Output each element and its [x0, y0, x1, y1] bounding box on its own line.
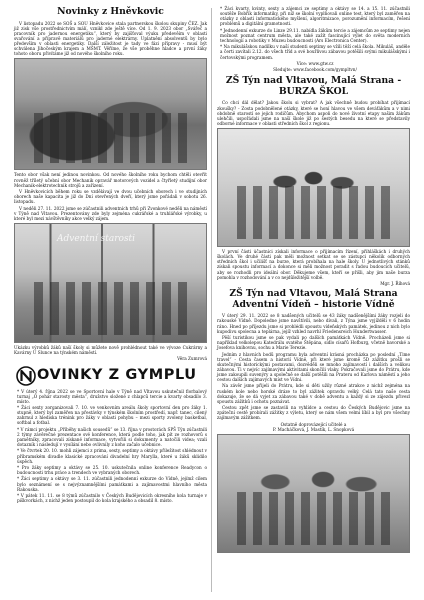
article-paragraph: V listopadu 2022 se SOŠ a SOU Hněvkovice stala partnerskou školou skupiny ČEZ. Jak již zisk vše prostřednictvím málí, vznikl zde ještě více. Od 1. 9. 2023 obor „Svářeč a pracovník pro jadernou energetiku“, který by zajišťoval výuku předevěím v oblasti svařování a přípravě materiálů pro jaderné elektrárny. Uplatnění absolventů by bylo především v oblasti energetiky. Další záležitost je tady ve fázi přípravy - musí být schválena Jihočeským krajem a MŠMT. Věříme, že vše proběhne hladce a první žáky tohoto oboru přivítáme již od nového školního roku.: [14, 20, 207, 57]
list-item: * Žáci septimy a oktávy se 3. 11. zúčastnili jednodenní exkurze do Vídně, jejímž cílem bylo seznámení se s nejvýznamnějšími památkami a zajímavostmi hlavního města Rakouska.: [17, 476, 207, 492]
article-signature: Ostatně doprovázející učitelé a P. Macháčková, J. Mastík, L. Snopková: [272, 421, 355, 432]
photo-caption: Tento obor však není jedinou novinkou. Od nového školního roku bychom chtěli otevřít rovněž tříletý učební obor Mechanik opravář motorových vozidel a čtyřletý studijní obor Mechanik-elektrotechnik strojů a zařízení.: [14, 172, 207, 188]
list-item: * V úterý 4. října 2022 se ve Sportovní hale v Týně nad Vltavou uskutečnil florbalový turnaj „O pohár starosty města“, družstvo složené z chlapců tercie a kvarty obsadilo 3. místo.: [17, 388, 207, 404]
article-paragraph: Cestou zpět jsme se zastavili na vyhlídce a cestou do Českých Budějovic jsme na zpáteční cestě probírali zážitky z výletu, který se nám všem velmi líbil a byl pro všechny zajímavým zážitkem.: [217, 405, 410, 421]
photo-welding-workshop: [14, 58, 207, 170]
article-title-burza-skol: ZŠ Týn nad Vltavou, Malá Strana - BURZA ŠKOL: [225, 75, 402, 97]
facebook-link[interactable]: Sledujte: www.facebook.com/gympltvn/: [273, 67, 357, 73]
list-item: * Žáci sexty zorganizovali 7. 10. ve venkovním areálu školy sportovní den pro žáky 1. stupně, který byl zaměřen na přestávky v týnském školním prostředí, např. tanec, cílený zahrnul z hlediska trénink pro žáky v oblasti pohybu – mezi sporty zvoleny basketbal, softbal a fotbal.: [17, 405, 207, 426]
article-paragraph: V neděli 27. 11. 2022 jsme se zúčastnili adventních trhů při Zvonkové neděli na náměstí v Týně nad Vltavou. Prezentovány zde byly zejména cukrářské a truhlářské výrobky, u které byl mezi návštěvníky akce velký zájem.: [14, 205, 207, 221]
novinky-z-gymplu-logo: [16, 366, 207, 386]
list-item: * Žáci kvarty, kvinty, sexty a zájemci ze septimy a oktávy se 14. a 15. 11. zúčastnili soutěže Bobřík informatiky, při níž se školní vyplňovali online test, který byl zaměřen na otázky z oblasti informatického myšlení, algoritmizace, porozumění informacím, řešení problémů a digitální gramotnosti.: [220, 6, 410, 27]
article-signature: Mgr. J. Říhová: [380, 280, 410, 286]
article-paragraph: Pěší turistikou jsme se pak vydali po dalších památkách Vídně. Procházeli jsme si například velkolepou Katedrálu svatého Štěpána, sídlo císařů Hofburg, včetně bavorské a Josefova knihovnu, sochu a Marie Terezie.: [217, 334, 410, 351]
article-paragraph: V Hněvkovicích během roku se vzdělávají ve dvou učebních oborech i ve studijních oborech naše kapacita je již do Dní otevřených dveří, který jsme pořádali v sobotu 26. listopadu.: [14, 189, 207, 205]
photo-school-fair: [217, 128, 410, 247]
article-paragraph: Co chci dál dělat? Jakou školu si vybrat? A jak všechně budou probíhat přijímací zkoušky? - Zosta podobnělené otázky, které se honí hlavou ve všem deváťákům a v nimi obdobně starostí se jejich rodičům. Abychom aspoň do nové životní etapy našim žákům ulehčili, uspořádali jsme na naší škole již po šestých besedu na které se představily odborné informace v oblasti středních škol z regionu.: [217, 100, 410, 126]
photo-advent-market-stall: [14, 223, 207, 343]
left-column: [14, 6, 207, 596]
photo-caption: Ukázku výrobků žáků naší školy si můžete nově prohlédnout také ve vývoze Cukrárny a Kavárny U Slunce na týnském náměstí.: [14, 344, 207, 356]
website-link[interactable]: Více: www.gtw.cz: [296, 60, 334, 66]
article-title-hnevkovice: Novinky z Hněvkovic: [57, 6, 164, 17]
gymnasium-n-logo-icon: [16, 366, 36, 386]
photo-vienna-group: [217, 434, 410, 553]
article-title-adventni-viden: ZŠ Týn nad Vltavou, Malá Strana Adventní Vídeň – historie Vídně: [229, 288, 398, 310]
article-paragraph: V úterý 29. 11. 2022 se 8 nadšených učitelů se 43 žáky nadšenějšími žáky rozjeli do rakouské Vídně. Dopoledne jsme navštívili, nebo dívali, z Týna jsme vyjížděli v 6 hodin ráno. Hned po příjezdu jsme si prohlédli spoustu vídeňských památek, jedinou z nich bylo kupodivu spolecna a teplárna, jejíž vzhled navrhl Friedensreich Hundertwasser.: [217, 313, 410, 334]
article-paragraph: Jedním z hlavních bodů programu byla adventní krásná procházka po poslední „Time travel“ - Cesta časem a historií Vídně, při které jsme kromě 5D zážitku prošli se skutečnými historickými postavami, dozvěděli se mnoho zajímavostí i dalších a velikou zábavou. Ti v nejvíc zajímavými aktivitami skončili vlaky. Pokračovali jsme do Prátru, kde jsme zakoupili suvenýry a společně se další potěšili na Prateru od Karlova náměstí a jeho cestou dalších zajímavých míst ve Vídni.: [217, 351, 410, 383]
list-item: * Na mikulášskou nadílku v naší studenti septimy se vžili těží celá škola. Mikuláš, anděle a čerti zavítali 2.12. do všech tříd a své bouřlivou zábavou potěšili svými mikulášskými i čertovskými programem.: [220, 44, 410, 60]
column-divider: [211, 8, 212, 592]
article-signature: Věra Zumrová: [177, 356, 207, 362]
article-paragraph: Na závěr jsme přijeli do Prátru, kde si děti užily různé atrakce z nichž zejména na ruském kole nebo horské dráze to byl zážitek opravdu velký. Celá tato naše cesta dokazuje, že se dá vyjet za zábavou také v době adventu a každý si ze zájezdu přivezl spoustu zážitků i ochotu poznávat.: [217, 383, 410, 404]
photo-sign-text: Adventní starosti: [57, 233, 136, 244]
list-item: * V pátek 11. 11. se 8 týmů zúčastnilo v Českých Budějovicích okresního kola turnaje v piškvorkách, z nichž jeden postoupil do kola krajského a obsadil 8. místo.: [17, 493, 207, 504]
list-item: * Pro žáky septimy a oktávy se 25. 10. uskutečnila online konference Readycon o budoucnosti trhu práce a trendech ve vybraných oborech.: [17, 465, 207, 476]
list-item: * Ve čtvrtek 20. 10. mohli zájemci z prima, sexty, septimy a oktávy přiležitost shlédnout v příbramském divadle klasické zpracování divadelní hry Marylla, které u žáků sklidilo úspěch.: [17, 448, 207, 464]
logo-text: OVINKY Z GYMPLU: [37, 366, 197, 383]
list-item: * V rámci projektu „Příběhy našich sousedů“ se 13. října v prostorách SPŠ Týn zúčastnili 2 týmy závěrečné prezentace své konference, která podle toho, jak pít ze rozhovorů s pamětníky, zpracovali získané informace, vytvořili si dokumenty a natočili videa; vzali dotazník i následují v vysílání nebo ovlivnily z koho začalo učebnice.: [17, 426, 207, 448]
list-item: * Jednodenní exkurze do Linze 29.11. nabídla žákům tercie a zájemcům ze septimy nejen možnost poznat centrum města, ale také zažít fascinující výlet do světa moderních technologií a robotiky v Muzeu budoucnosti (Ars Electronica Center).: [220, 27, 410, 43]
article-paragraph: V první části účastníci získali informace o přijímacím řízení, přihláškách i druhých školách. Ve druhé části pak měli možnost setkat se se zástupci několik odborných středních škol i učilišť na burze, která probíhala na hale školy. U jednotlivých stánků získali spoustu informací a dokonce si měli možnost poradit s řadou budoucích učitelů, aby se rozhodli pro ideální obor. Děkujeme všem, kteří se přišli, aby jim naše burza pomohla v rozhodování a v co nejdůležitější volbě.: [217, 249, 410, 280]
right-column: [217, 6, 410, 596]
